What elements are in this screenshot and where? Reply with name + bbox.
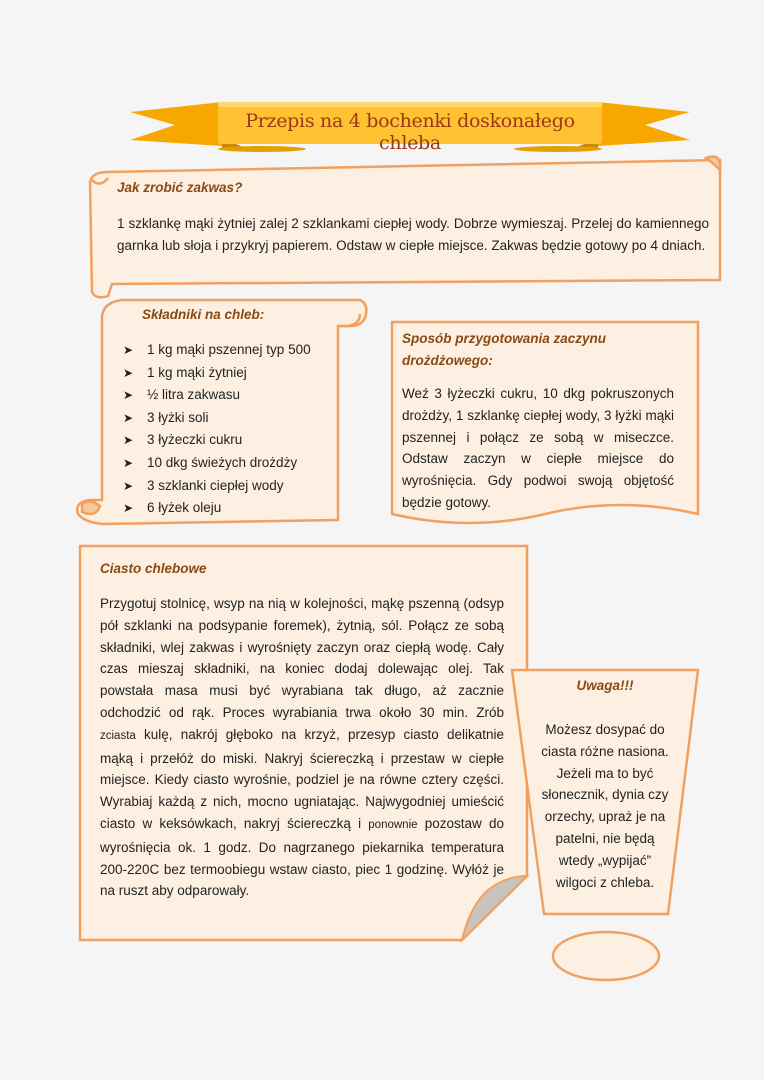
list-item: ➤ 1 kg mąki żytniej: [123, 362, 311, 385]
arrow-bullet-icon: ➤: [123, 410, 134, 425]
note-text: Możesz dosypać do ciasta różne nasiona. Jeżeli ma to być słonecznik, dynia czy orzechy, upraż je na patelni, nie będą wtedy „wypijać” wilgoci z chleba.: [541, 722, 669, 890]
list-item: ➤ 3 szklanki ciepłej wody: [123, 475, 311, 498]
arrow-bullet-icon: ➤: [123, 365, 134, 380]
note-heading: Uwaga!!!: [576, 678, 634, 693]
arrow-bullet-icon: ➤: [123, 433, 134, 448]
arrow-bullet-icon: ➤: [123, 501, 134, 516]
list-item: ➤ 3 łyżki soli: [123, 407, 311, 430]
yeast-heading: Sposób przygotowania zaczynu drożdżowego:: [402, 331, 607, 368]
starter-text: 1 szklankę mąki żytniej zalej 2 szklankami ciepłej wody. Dobrze wymieszaj. Przelej do kamiennego garnka lub słoja i przykryj papierem. Odstaw w ciepłe miejsce. Zakwas będzie gotowy po 4 dniach.: [117, 216, 709, 253]
list-item: ➤ 1 kg mąki pszennej typ 500: [123, 339, 311, 362]
arrow-bullet-icon: ➤: [123, 343, 134, 357]
list-item: ➤ 10 dkg świeżych drożdży: [123, 452, 311, 475]
arrow-bullet-icon: ➤: [123, 455, 134, 470]
dough-heading: Ciasto chlebowe: [100, 561, 207, 576]
list-item: ➤ 6 łyżek oleju: [123, 497, 311, 520]
list-item: ➤ ½ litra zakwasu: [123, 384, 311, 407]
yeast-text: Weź 3 łyżeczki cukru, 10 dkg pokruszonych drożdży, 1 szklankę ciepłej wody, 3 łyżki mąki pszennej i połącz ze sobą w miseczce. Odstaw zaczyn w ciepłe miejsce do wyrośnięcia. Gdy podwoi swoją objętość będzie gotowy.: [402, 386, 674, 510]
page-title: Przepis na 4 bochenki doskonałego chleba: [245, 110, 575, 154]
starter-heading: Jak zrobić zakwas?: [117, 180, 243, 195]
arrow-bullet-icon: ➤: [123, 478, 134, 493]
list-item: ➤ 3 łyżeczki cukru: [123, 429, 311, 452]
ingredients-heading: Składniki na chleb:: [142, 307, 265, 322]
arrow-bullet-icon: ➤: [123, 388, 134, 403]
dough-text: Przygotuj stolnicę, wsyp na nią w kolejności, mąkę pszenną (odsyp pół szklanki na podsypanie foremek), żytnią, sól. Połącz ze sobą składniki, wlej zakwas i wyrośnięty zaczyn oraz ciepłą wodę. Cały czas mieszaj składniki, na koniec dodaj dolewając olej. Tak powstała masa musi być wyrabiana tak długo, aż zacznie odchodzić od rąk. Proces wyrabiania trwa około 30 min. Zrób zciasta kulę, nakrój głęboko na krzyż, przesyp ciasto delikatnie mąką i przełóż do miski. Nakryj ściereczką i przestaw w ciepłe miejsce. Kiedy ciasto wyrośnie, podziel je na równe cztery części. Wyrabiaj każdą z nich, mocno ugniatając. Najwygodniej umieścić ciasto w keksówkach, nakryj ściereczką i ponownie pozostaw do wyrośnięcia ok. 1 godz. Do nagrzanego piekarnika temperatura 200-220C bez termoobiegu wstaw ciasto, piec 1 godzinę. Wyłóż je na ruszt aby odparowały.: [100, 596, 504, 899]
